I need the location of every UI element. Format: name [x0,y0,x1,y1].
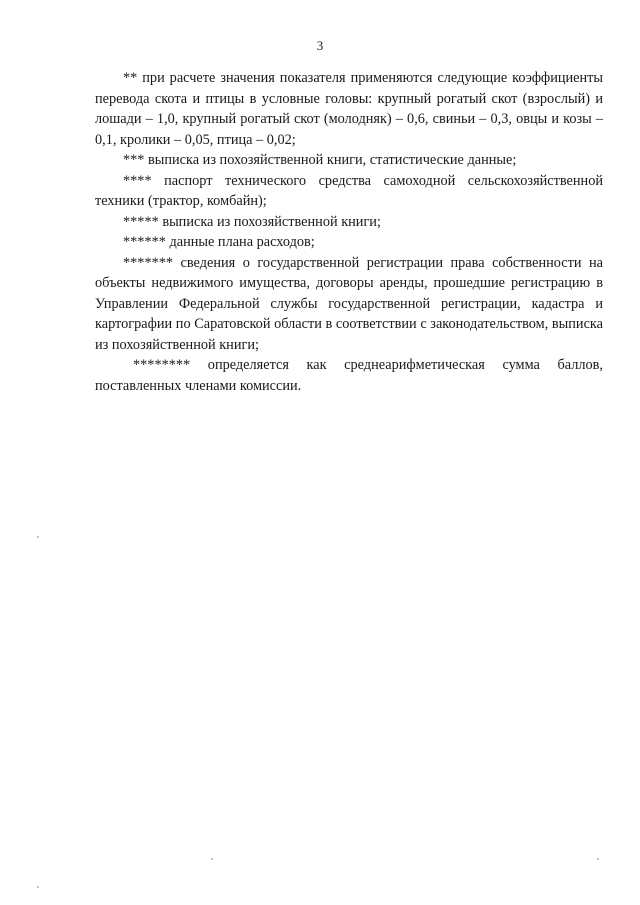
footnote-household-book-extract: ***** выписка из похозяйственной книги; [123,213,381,230]
footnotes-block [95,68,603,396]
scan-speck [37,536,39,538]
footnote-livestock-coefficients: ** при расчете значения показателя применяются следующие коэффициенты перевода скота и птицы в условные головы: крупный рогатый скот (взрослый) и лошади – 1,0, крупный рогатый скот (молодняк) – 0,6, свиньи – 0,3, овцы и козы – 0,1, кролики – 0,05, птица – 0,02; [95,70,603,148]
footnote-property-registration: ******* сведения о государственной регистрации права собственности на объекты недвижимого имущества, договоры аренды, прошедшие регистрацию в Управлении Федеральной службы государственной регистрации, кадастра и картографии по Саратовской области в соответствии с законодательством, выписка из похозяйственной книги; [95,254,603,353]
scan-speck [211,858,213,860]
page-number: 3 [316,38,324,53]
scan-speck [597,858,599,860]
footnote-household-book-statistics: *** выписка из похозяйственной книги, статистические данные; [123,152,517,168]
scan-speck [37,886,39,888]
footnote-commission-score: ******** определяется как среднеарифметическая сумма баллов, поставленных членами комиссии. [95,357,603,394]
footnote-expense-plan: ****** данные плана расходов; [123,234,315,250]
footnote-machinery-passport: **** паспорт технического средства самоходной сельскохозяйственной техники (трактор, комбайн); [95,172,603,209]
